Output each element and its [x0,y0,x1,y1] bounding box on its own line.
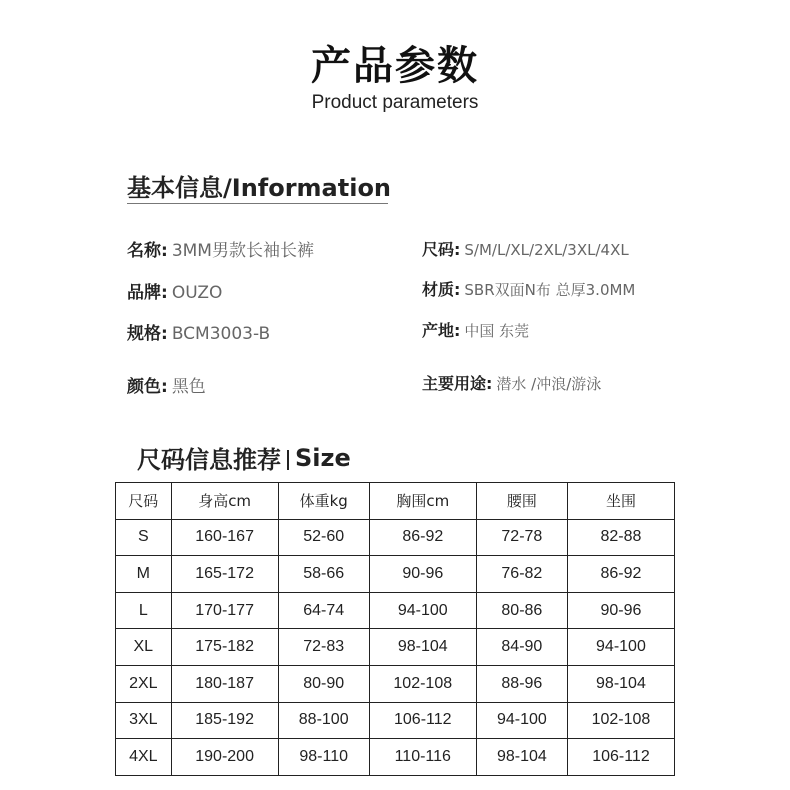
table-cell: 4XL [116,739,172,776]
info-size-row [422,237,629,260]
info-usage-row [422,371,601,394]
info-origin-key: 产地: [422,321,461,340]
table-cell: 98-104 [567,665,674,702]
table-cell: 80-90 [278,665,369,702]
info-color-value: 黑色 [171,377,206,397]
table-cell: 72-78 [476,519,567,556]
table-cell: 3XL [116,702,172,739]
info-brand-row [127,278,222,303]
table-cell: S [116,519,172,556]
table-cell: 80-86 [476,592,567,629]
table-cell: 190-200 [171,739,278,776]
table-cell: 94-100 [476,702,567,739]
table-cell: 84-90 [476,629,567,666]
table-cell: 2XL [116,665,172,702]
table-cell: 58-66 [278,556,369,593]
table-cell: 94-100 [567,629,674,666]
info-origin-value: 中国 东莞 [464,322,530,340]
page-subtitle: Product parameters [311,92,479,113]
table-cell: 165-172 [171,556,278,593]
info-material-key: 材质: [422,280,461,299]
info-material-row [422,277,635,300]
table-cell: 180-187 [171,665,278,702]
info-section-divider [127,203,388,204]
column-header: 胸围cm [369,483,476,520]
table-row [116,665,675,702]
size-section-heading [137,440,351,475]
table-cell: 98-104 [369,629,476,666]
table-cell: 76-82 [476,556,567,593]
info-usage-key: 主要用途: [422,374,493,393]
table-row [116,556,675,593]
size-table-header-row [116,483,675,520]
info-origin-row [422,318,529,341]
table-row [116,519,675,556]
table-cell: 110-116 [369,739,476,776]
table-cell: 102-108 [369,665,476,702]
size-heading-zh: 尺码信息推荐 [137,446,281,474]
info-name-row [127,236,314,261]
table-cell: 170-177 [171,592,278,629]
table-cell: 72-83 [278,629,369,666]
size-heading-separator [287,450,289,470]
table-cell: 106-112 [567,739,674,776]
table-row [116,592,675,629]
info-brand-key: 品牌: [127,283,168,303]
table-cell: 106-112 [369,702,476,739]
info-section-heading: 基本信息/Information [127,174,392,202]
table-cell: 90-96 [567,592,674,629]
table-row [116,739,675,776]
info-spec-row [127,319,270,344]
table-cell: 98-110 [278,739,369,776]
table-cell: 90-96 [369,556,476,593]
size-table [115,482,675,776]
info-name-value: 3MM男款长袖长裤 [171,241,314,261]
table-cell: 185-192 [171,702,278,739]
column-header: 腰围 [476,483,567,520]
table-cell: 160-167 [171,519,278,556]
info-size-value: S/M/L/XL/2XL/3XL/4XL [464,241,629,259]
table-cell: 88-100 [278,702,369,739]
info-color-row [127,372,206,397]
table-cell: M [116,556,172,593]
table-cell: 102-108 [567,702,674,739]
table-cell: 86-92 [369,519,476,556]
table-cell: XL [116,629,172,666]
table-cell: 64-74 [278,592,369,629]
table-cell: 175-182 [171,629,278,666]
table-cell: 94-100 [369,592,476,629]
info-spec-key: 规格: [127,324,168,344]
size-heading-en: Size [295,443,351,472]
info-material-value: SBR双面N布 总厚3.0MM [464,281,636,299]
page-title: 产品参数 [311,43,479,89]
column-header: 坐围 [567,483,674,520]
table-row [116,702,675,739]
info-name-key: 名称: [127,241,168,261]
table-cell: 98-104 [476,739,567,776]
column-header: 身高cm [171,483,278,520]
table-cell: 86-92 [567,556,674,593]
table-cell: 52-60 [278,519,369,556]
table-cell: 88-96 [476,665,567,702]
table-row [116,629,675,666]
info-usage-value: 潜水 /冲浪/游泳 [496,375,602,393]
info-size-key: 尺码: [422,240,461,259]
column-header: 体重kg [278,483,369,520]
table-cell: L [116,592,172,629]
info-color-key: 颜色: [127,377,168,397]
column-header: 尺码 [116,483,172,520]
info-brand-value: OUZO [171,283,223,303]
table-cell: 82-88 [567,519,674,556]
info-spec-value: BCM3003-B [171,324,271,344]
